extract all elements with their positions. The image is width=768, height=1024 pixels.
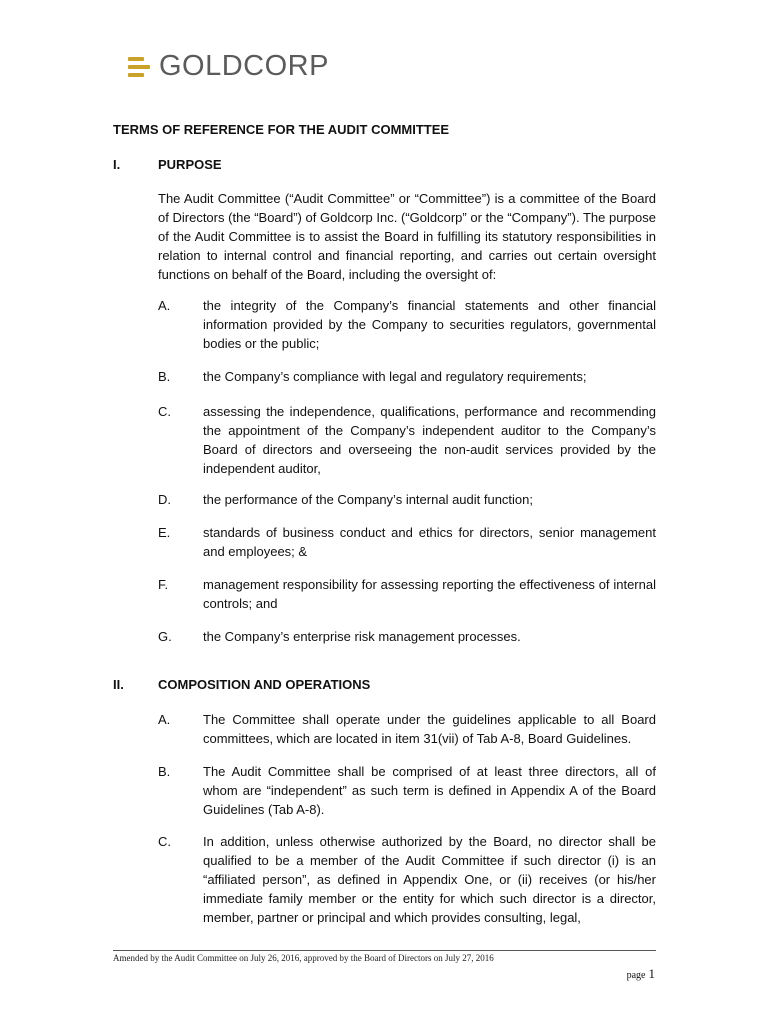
list-item-letter: G. xyxy=(158,629,172,644)
list-item-letter: C. xyxy=(158,834,171,849)
list-item-text: the Company’s enterprise risk management processes. xyxy=(203,629,521,644)
goldcorp-logo xyxy=(128,52,329,81)
list-item-letter: C. xyxy=(158,404,171,419)
list-item-letter: B. xyxy=(158,369,171,384)
list-item-text: the integrity of the Company’s financial statements and other financial information provided by the Company to securities regulators, governmental bodies or the public; xyxy=(203,298,656,351)
section-number: I. xyxy=(113,157,121,172)
list-item-text: In addition, unless otherwise authorized by the Board, no director shall be qualified to be a member of the Audit Committee if such director (i) is an “affiliated person”, as defined in Appendix One, or (ii) receives (or his/her immediate family member or the entity for which such director is a director, member, partner or principal and which provides consulting, legal, xyxy=(203,834,656,925)
list-item-letter: E. xyxy=(158,525,171,540)
list-item-text: the performance of the Company’s internal audit function; xyxy=(203,492,534,507)
page-label: page xyxy=(626,970,646,981)
section-number: II. xyxy=(113,677,124,692)
list-item-text: assessing the independence, qualifications, performance and recommending the appointment of the Company’s independent auditor to the Company’s Board of directors and overseeing the non-audit services provided by the independent auditor, xyxy=(203,404,656,476)
logo-text: GOLDCORP xyxy=(159,50,329,82)
list-item-text: the Company’s compliance with legal and regulatory requirements; xyxy=(203,369,587,384)
list-item-letter: A. xyxy=(158,298,171,313)
list-item-letter: D. xyxy=(158,492,171,507)
list-item-letter: F. xyxy=(158,577,169,592)
section-heading: PURPOSE xyxy=(158,157,222,172)
purpose-intro-paragraph: The Audit Committee (“Audit Committee” or “Committee”) is a committee of the Board of Directors (the “Board”) of Goldcorp Inc. (“Goldcorp” or the “Company”). The purpose of the Audit Committee is to assist the Board in fulfilling its statutory responsibilities in relation to internal control and financial reporting, and carries out certain oversight functions on behalf of the Board, including the oversight of: xyxy=(158,191,656,282)
list-item-letter: B. xyxy=(158,764,171,779)
list-item-text: The Audit Committee shall be comprised of at least three directors, all of whom are “independent” as such term is defined in Appendix A of the Board Guidelines (Tab A-8). xyxy=(203,764,656,817)
section-heading: COMPOSITION AND OPERATIONS xyxy=(158,677,371,692)
footer-divider xyxy=(113,950,656,951)
document-title: TERMS OF REFERENCE FOR THE AUDIT COMMITTEE xyxy=(113,122,450,137)
list-item-text: management responsibility for assessing reporting the effectiveness of internal controls; and xyxy=(203,577,656,611)
logo-stripes-icon xyxy=(128,54,154,80)
list-item-text: standards of business conduct and ethics for directors, senior management and employees; & xyxy=(203,525,656,559)
list-item-text: The Committee shall operate under the guidelines applicable to all Board committees, which are located in item 31(vii) of Tab A-8, Board Guidelines. xyxy=(203,712,656,746)
list-item-letter: A. xyxy=(158,712,171,727)
footer-amendment-note: Amended by the Audit Committee on July 26, 2016, approved by the Board of Directors on July 27, 2016 xyxy=(113,953,494,963)
page-number-value: 1 xyxy=(648,966,655,981)
page-number xyxy=(627,966,655,982)
